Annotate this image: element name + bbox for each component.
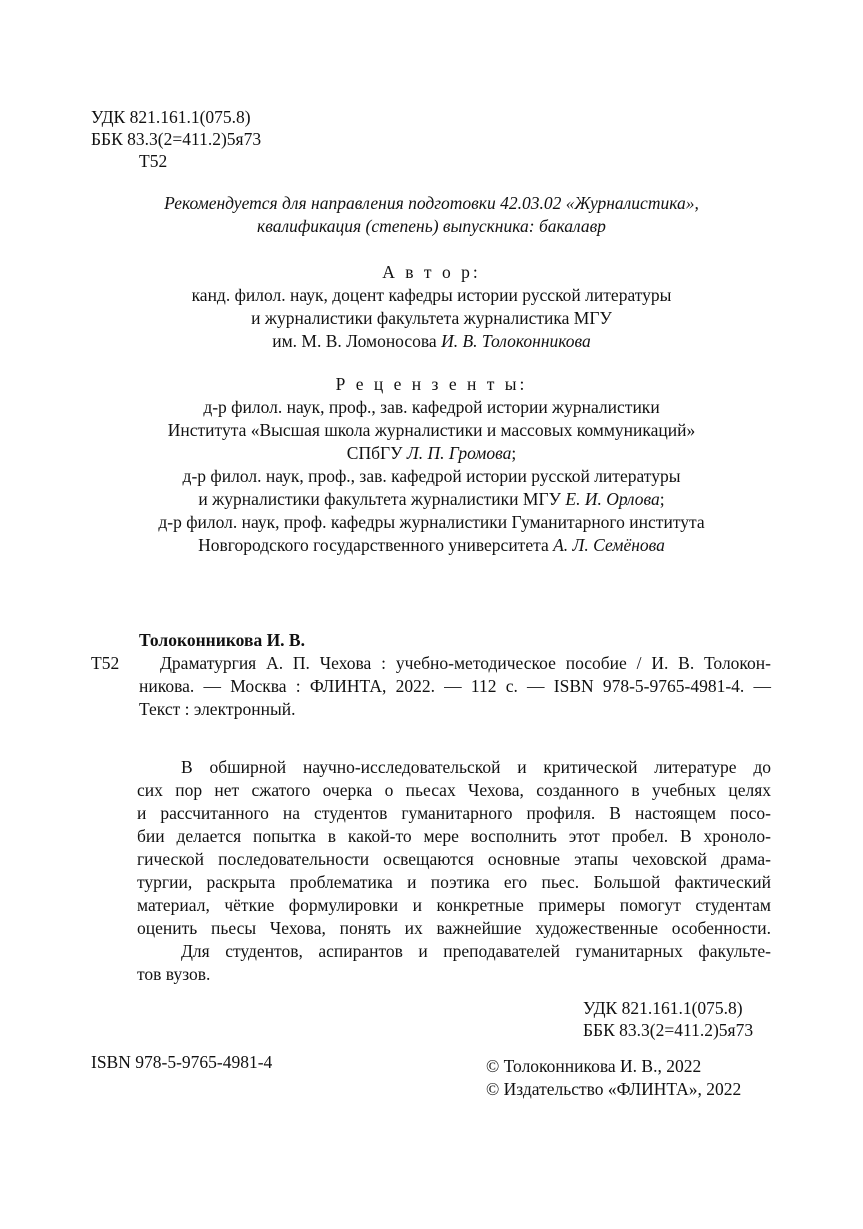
reviewer-1-line-3 xyxy=(0,443,863,465)
author-line-3-prefix: им. М. В. Ломоносова xyxy=(272,331,442,351)
author-line-3 xyxy=(0,331,863,353)
abstract-line: бии делается попытка в какой-то мере восполнить этот пробел. В хроноло- xyxy=(137,826,771,846)
reviewer-2-suffix: ; xyxy=(659,489,665,509)
udk-code: УДК 821.161.1(075.8) xyxy=(91,107,251,127)
abstract-line: гической последовательности освещаются основные этапы чеховской драма- xyxy=(137,849,771,869)
reviewer-2-line-1: д-р филол. наук, проф., зав. кафедрой истории русской литературы xyxy=(182,466,681,486)
reviewer-3-prefix: Новгородского государственного университета xyxy=(198,535,554,555)
reviewer-3-name: А. Л. Семёнова xyxy=(553,535,665,555)
author-heading: А в т о р: xyxy=(382,262,481,282)
bottom-udk-code: УДК 821.161.1(075.8) xyxy=(583,998,743,1018)
copyright-publisher: © Издательство «ФЛИНТА», 2022 xyxy=(486,1079,742,1099)
bib-mark: Т52 xyxy=(91,653,120,673)
reviewer-3-line-2 xyxy=(0,535,863,557)
bbk-code: ББК 83.3(2=411.2)5я73 xyxy=(91,129,262,149)
abstract-line: В обширной научно-исследовательской и критической литературе до xyxy=(181,757,771,777)
reviewer-3-line-1: д-р филол. наук, проф. кафедры журналистики Гуманитарного института xyxy=(158,512,705,532)
reviewer-1-prefix: СПбГУ xyxy=(346,443,407,463)
bib-line-3: Текст : электронный. xyxy=(139,699,296,719)
reviewer-1-line-1: д-р филол. наук, проф., зав. кафедрой истории журналистики xyxy=(203,397,660,417)
reviewer-1-name: Л. П. Громова xyxy=(406,443,512,463)
abstract-line: материал, чёткие формулировки и конкретные примеры помогут студентам xyxy=(137,895,771,915)
author-line-1: канд. филол. наук, доцент кафедры истории русской литературы xyxy=(191,285,672,305)
isbn: ISBN 978-5-9765-4981-4 xyxy=(91,1052,273,1072)
author-line-2: и журналистики факультета журналистика МГУ xyxy=(251,308,612,328)
reviewers-heading: Р е ц е н з е н т ы: xyxy=(335,374,528,394)
reviewer-2-prefix: и журналистики факультета журналистики МГУ xyxy=(198,489,566,509)
bib-line-2: никова. — Москва : ФЛИНТА, 2022. — 112 с. — ISBN 978-5-9765-4981-4. — xyxy=(139,676,771,696)
bib-author: Толоконникова И. В. xyxy=(139,630,305,650)
abstract-line: тов вузов. xyxy=(137,964,211,984)
bottom-bbk-code: ББК 83.3(2=411.2)5я73 xyxy=(583,1020,754,1040)
reviewer-1-line-2: Института «Высшая школа журналистики и массовых коммуникаций» xyxy=(167,420,696,440)
abstract-line: оценить пьесы Чехова, понять их важнейшие художественные особенности. xyxy=(137,918,771,938)
reviewer-2-line-2 xyxy=(0,489,863,511)
author-mark: Т52 xyxy=(139,151,168,171)
bib-line-1: Драматургия А. П. Чехова : учебно-методическое пособие / И. В. Толокон- xyxy=(160,653,771,673)
reviewer-1-suffix: ; xyxy=(511,443,517,463)
reviewer-2-name: Е. И. Орлова xyxy=(565,489,660,509)
recommendation-line-2: квалификация (степень) выпускника: бакалавр xyxy=(257,216,606,236)
copyright-author: © Толоконникова И. В., 2022 xyxy=(486,1056,702,1076)
abstract-line: сих пор нет сжатого очерка о пьесах Чехова, созданного в учебных целях xyxy=(137,780,771,800)
recommendation-line-1: Рекомендуется для направления подготовки 42.03.02 «Журналистика», xyxy=(164,193,699,213)
abstract-line: и рассчитанного на студентов гуманитарного профиля. В настоящем посо- xyxy=(137,803,771,823)
abstract-line: Для студентов, аспирантов и преподавателей гуманитарных факульте- xyxy=(181,941,771,961)
abstract-line: тургии, раскрыта проблематика и поэтика его пьес. Большой фактический xyxy=(137,872,771,892)
author-name: И. В. Толоконникова xyxy=(441,331,591,351)
